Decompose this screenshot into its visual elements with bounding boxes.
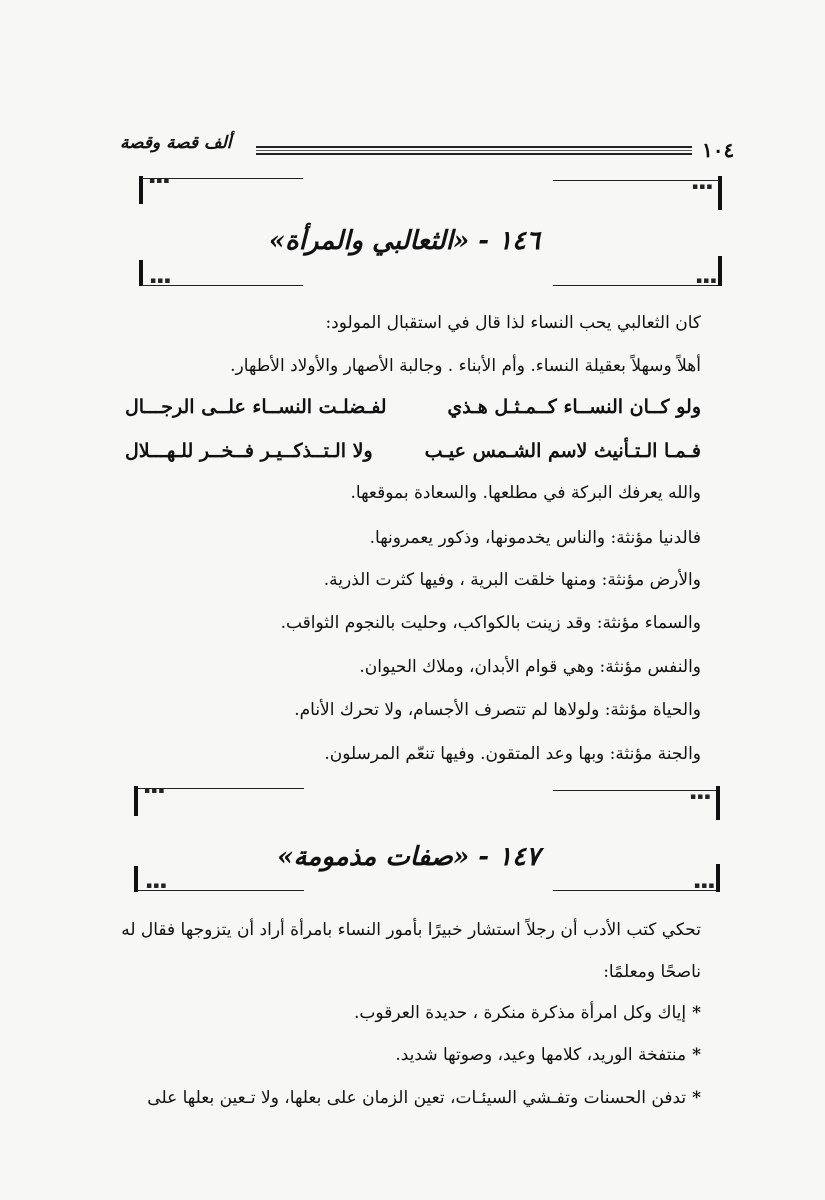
bullet-item — [395, 1045, 701, 1065]
bullet-item — [147, 1088, 701, 1108]
section-147-intro-line-2: ناصحًا ومعلمًا: — [603, 962, 701, 982]
frame-ornament: ▪▪▪ — [694, 881, 716, 891]
verse-2-left: ولا الـتــذكــيـر فــخــر للـهـــلال — [125, 440, 373, 462]
frame-line — [553, 285, 718, 286]
verse-1-right: ولو كــان النســاء كــمـثـل هـذي — [447, 396, 701, 418]
section-146-line: فالدنيا مؤنثة: والناس يخدمونها، وذكور يعمرونها. — [369, 528, 701, 548]
frame-line — [553, 890, 716, 891]
section-146-intro: كان الثعالبي يحب النساء لذا قال في استقبال المولود: — [325, 313, 701, 333]
bullet-marker: * — [692, 1003, 701, 1023]
verse-1-left: لفـضلـت النســاء علــى الرجـــال — [125, 396, 387, 418]
section-147-title: ١٤٧ - «صفات مذمومة» — [277, 842, 540, 872]
header-rule — [256, 146, 692, 155]
section-146-line: والله يعرفك البركة في مطلعها. والسعادة بموقعها. — [350, 483, 701, 503]
frame-bar — [718, 256, 722, 286]
frame-bar — [716, 786, 720, 820]
bullet-item — [354, 1003, 701, 1023]
bullet-text: منتفخة الوريد، كلامها وعيد، وصوتها شديد. — [395, 1045, 687, 1065]
frame-line — [553, 790, 716, 791]
verse-2-right: فـمـا الـتـأنيث لاسم الشـمس عيـب — [424, 440, 701, 462]
section-147-intro-line-1: تحكي كتب الأدب أن رجلاً استشار خبيرًا بأمور النساء بامرأة أراد أن يتزوجها فقال له — [121, 920, 701, 940]
frame-bar — [139, 260, 143, 286]
running-header-title: ألف قصة وقصة — [120, 133, 232, 153]
bullet-text: إياك وكل امرأة مذكرة منكرة ، حديدة العرقوب. — [354, 1003, 687, 1023]
frame-ornament: ▪▪▪ — [146, 881, 168, 891]
frame-bar — [134, 866, 138, 892]
frame-ornament: ▪▪▪ — [692, 182, 714, 192]
frame-ornament: ▪▪▪ — [149, 176, 171, 186]
section-146-line: والأرض مؤنثة: ومنها خلقت البرية ، وفيها كثرت الذرية. — [323, 570, 701, 590]
bullet-text: تدفن الحسنات وتفـشي السيئـات، تعين الزمان على بعلها، ولا تـعين بعلها على — [147, 1088, 687, 1108]
section-146-title: ١٤٦ - «الثعالبي والمرأة» — [268, 226, 540, 256]
frame-bar — [139, 176, 143, 204]
section-146-line: والحياة مؤنثة: ولولاها لم تتصرف الأجسام، ولا تحرك الأنام. — [294, 700, 701, 720]
frame-ornament: ▪▪▪ — [690, 792, 712, 802]
section-146-line: والسماء مؤنثة: وقد زينت بالكواكب، وحليت بالنجوم الثواقب. — [280, 613, 701, 633]
frame-bar — [718, 176, 722, 210]
bullet-marker: * — [692, 1045, 701, 1065]
section-146-line: والجنة مؤنثة: وبها وعد المتقون. وفيها تنعّم المرسلون. — [324, 744, 701, 764]
frame-line — [553, 180, 718, 181]
frame-ornament: ▪▪▪ — [144, 786, 166, 796]
section-146-greeting: أهلاً وسهلاً بعقيلة النساء. وأم الأبناء . وجالبة الأصهار والأولاد الأطهار. — [230, 356, 701, 376]
page-number: ١٠٤ — [702, 138, 735, 162]
bullet-marker: * — [692, 1088, 701, 1108]
frame-ornament: ▪▪▪ — [696, 276, 718, 286]
frame-bar — [134, 786, 138, 816]
frame-ornament: ▪▪▪ — [150, 276, 172, 286]
frame-bar — [716, 864, 720, 892]
section-146-line: والنفس مؤنثة: وهي قوام الأبدان، وملاك الحيوان. — [359, 657, 701, 677]
